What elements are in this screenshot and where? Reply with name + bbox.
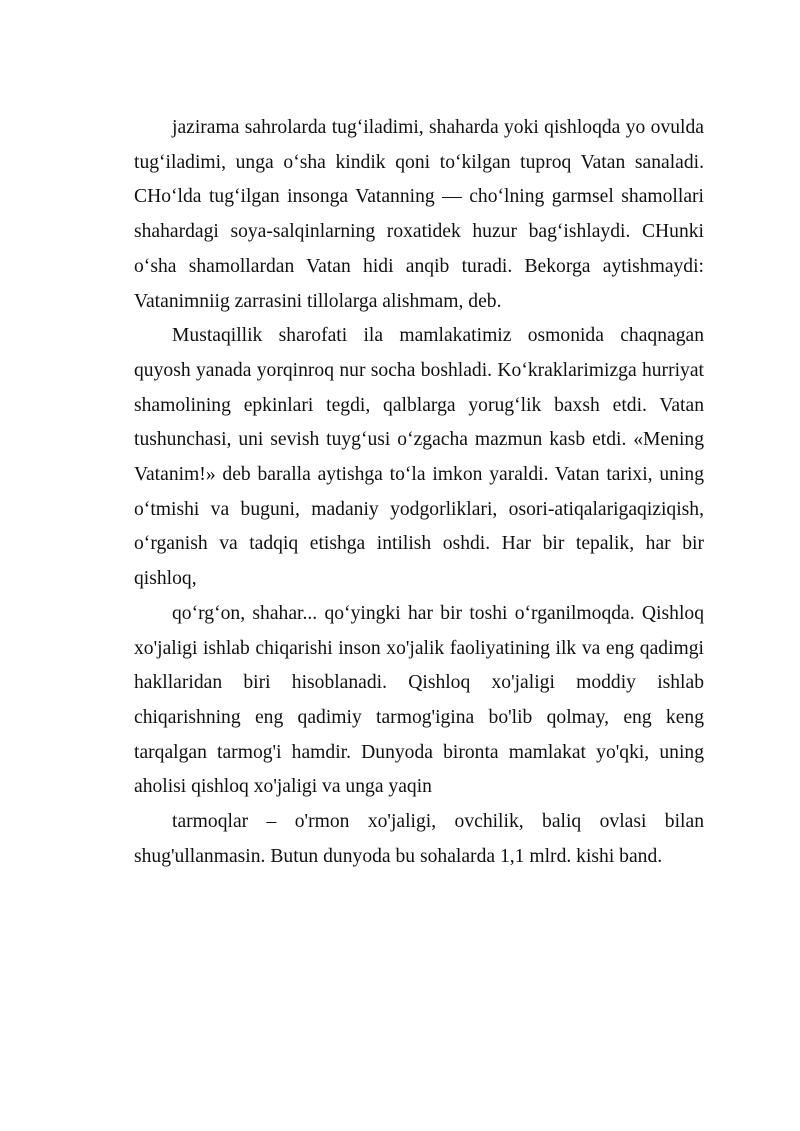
paragraph-tarmoqlar: tarmoqlar – o'rmon xo'jaligi, ovchilik, baliq ovlasi bilan shug'ullanmasin. Butun dunyoda bu sohalarda 1,1 mlrd. kishi band.	[134, 811, 704, 867]
paragraph-vatan-birthplace: jazirama sahrolarda tug‘iladimi, shaharda yoki qishloqda yo ovulda tug‘iladimi, unga o‘sha kindik qoni to‘kilgan tuproq Vatan sanaladi. CHo‘lda tug‘ilgan insonga Vatanning — cho‘lning garmsel shamollari shahardagi soya-salqinlarning roxatidek huzur bag‘ishlaydi. CHunki o‘sha shamollardan Vatan hidi anqib turadi. Bekorga aytishmaydi: Vatanimniig zarrasini tillolarga alishmam, deb.	[134, 117, 704, 312]
document-page	[134, 111, 704, 874]
paragraph-mustaqillik: Mustaqillik sharofati ila mamlakatimiz osmonida chaqnagan quyosh yanada yorqinroq nur socha boshladi. Ko‘kraklarimizga hurriyat shamolining epkinlari tegdi, qalblarga yorug‘lik baxsh etdi. Vatan tushunchasi, uni sevish tuyg‘usi o‘zgacha mazmun kasb etdi. «Mening Vatanim!» deb baralla aytishga to‘la imkon yaraldi. Vatan tarixi, uning o‘tmishi va buguni, madaniy yodgorliklari, osori-atiqalarigaqiziqish, o‘rganish va tadqiq etishga intilish oshdi. Har bir tepalik, har bir qishloq,	[134, 325, 704, 590]
paragraph-qishloq-xojaligi: qo‘rg‘on, shahar... qo‘yingki har bir toshi o‘rganilmoqda. Qishloq xo'jaligi ishlab chiqarishi inson xo'jalik faoliyatining ilk va eng qadimgi hakllaridan biri hisoblanadi. Qishloq xo'jaligi moddiy ishlab chiqarishning eng qadimiy tarmog'igina bo'lib qolmay, eng keng tarqalgan tarmog'i hamdir. Dunyoda bironta mamlakat yo'qki, uning aholisi qishloq xo'jaligi va unga yaqin	[134, 602, 704, 798]
